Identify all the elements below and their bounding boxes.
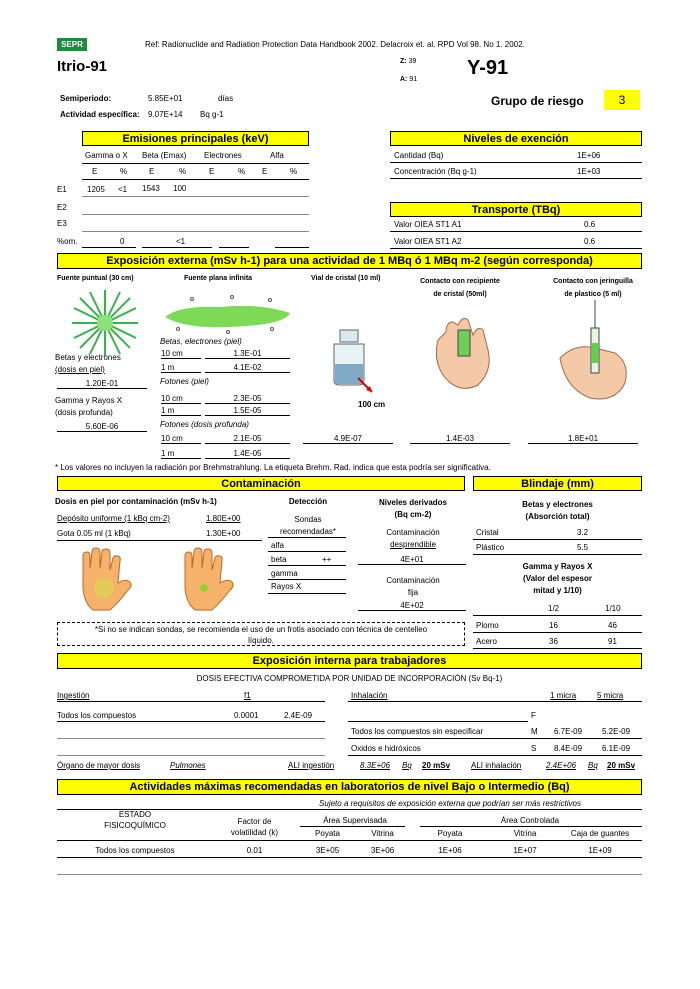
fija-label: Contaminación fija: [386, 576, 440, 597]
interna-title: Exposición interna para trabajadores: [57, 653, 642, 669]
exencion-label: Cantidad (Bq): [394, 151, 444, 160]
emisiones-row-label: E2: [57, 203, 67, 212]
ali-ingestion-dose: 20 mSv: [422, 761, 451, 770]
halflife-value: 5.85E+01: [148, 94, 183, 103]
plane-row-value: 2.1E-05: [205, 434, 290, 444]
plane-fotones-deep-title: Fotones (dosis profunda): [160, 420, 249, 429]
plane-row-value: 1.4E-05: [205, 449, 290, 459]
col-recipiente: Contacto con recipiente de cristal (50ml): [420, 278, 500, 298]
blindaje-value: 3.2: [577, 528, 589, 537]
sub-caja-guantes: Caja de guantes: [570, 829, 630, 838]
z-number: Z: 39: [400, 58, 417, 65]
plane-row-value: 1.5E-05: [205, 406, 290, 416]
f1-label: f1: [244, 691, 251, 700]
exencion-label: Concentración (Bq g-1): [394, 167, 477, 176]
inhalacion-v5: 5.2E-09: [602, 727, 631, 736]
inhalacion-v1: 8.4E-09: [554, 744, 583, 753]
transporte-label: Valor OIEA ST1 A2: [394, 237, 462, 246]
emisiones-title: Emisiones principales (keV): [82, 131, 309, 146]
estado-header: ESTADO FISICOQUÍMICO: [104, 810, 166, 830]
actividades-row-value: 1E+07: [513, 846, 537, 855]
transporte-label: Valor OIEA ST1 A1: [394, 220, 462, 229]
plane-row-value: 4.1E-02: [205, 363, 290, 373]
emisiones-row-label: E3: [57, 219, 67, 228]
sub-vitrina: Vitrina: [371, 829, 394, 838]
inhalacion-v5: 6.1E-09: [602, 744, 631, 753]
sub-vitrina: Vitrina: [513, 829, 537, 838]
blindaje-value: 36: [549, 637, 558, 646]
ali-ingestion-unit: Bq: [402, 761, 412, 770]
blindaje-value: 5.5: [577, 543, 589, 552]
fija-value: 4E+02: [358, 601, 466, 611]
inhalacion-label: Inhalación: [351, 691, 388, 700]
transporte-value: 0.6: [584, 220, 596, 229]
blindaje-title: Blindaje (mm): [473, 476, 642, 491]
inhalacion-row-name: Todos los compuestos sin especificar: [351, 727, 484, 736]
dosis-piel-title: Dosis en piel por contaminación (mSv h-1): [55, 497, 217, 506]
blindaje-col-tenth: 1/10: [605, 604, 621, 613]
emisiones-header-electrones: Electrones: [204, 151, 242, 160]
blindaje-label: Acero: [476, 637, 497, 646]
deposito-label: Depósito uniforme (1 kBq cm-2): [57, 514, 170, 523]
blindaje-value: 46: [608, 621, 617, 630]
factor-header: Factor de volatilidad (k): [230, 817, 279, 837]
transporte-title: Transporte (TBq): [390, 202, 642, 217]
controlada-header: Área Controlada: [500, 816, 560, 825]
desprendible-label: Contaminación desprendible: [386, 528, 440, 549]
inhalacion-v1: 6.7E-09: [554, 727, 583, 736]
organo-label: Órgano de mayor dosis: [57, 761, 141, 770]
blindaje-col-half: 1/2: [548, 604, 560, 613]
plane-row-dist: 1 m: [161, 406, 201, 416]
plane-row-dist: 10 cm: [161, 434, 201, 444]
externa-note: * Los valores no incluyen la radiación por Brehmstrahlung. La etiqueta Brehm. Rad. indica que esta podría ser significativa.: [55, 463, 491, 472]
inhalacion-type: F: [531, 711, 536, 720]
vial-value: 4.9E-07: [303, 434, 393, 444]
emisiones-row-label: %om.: [57, 237, 78, 246]
desprendible-value: 4E+01: [358, 555, 466, 565]
recipiente-value: 1.4E-03: [410, 434, 510, 444]
hand-contamination-icon: [78, 548, 138, 613]
emisiones-header-alfa: Alfa: [270, 151, 284, 160]
blindaje-value: 16: [549, 621, 558, 630]
actividades-row-value: 3E+06: [370, 846, 395, 855]
sonda-row: gamma: [271, 569, 298, 578]
supervisada-header: Área Supervisada: [323, 816, 387, 825]
syringe-hand-icon: [555, 298, 635, 408]
interna-subtitle: DOSIS EFECTIVA COMPROMETIDA POR UNIDAD DE INCORPORACIÓN (Sv Bq-1): [196, 674, 503, 683]
emisiones-cell: <1: [176, 237, 186, 246]
emisiones-header-gamma: Gamma o X: [85, 151, 128, 160]
emisiones-subheader: E % E % E % E %: [92, 167, 298, 176]
ali-inhalacion-dose: 20 mSv: [607, 761, 636, 770]
emisiones-cell: 1205: [87, 185, 105, 194]
nuclide-name: Itrio-91: [57, 58, 108, 75]
actividades-row-value: 3E+05: [315, 846, 340, 855]
externa-title: Exposición externa (mSv h-1) para una actividad de 1 MBq ó 1 MBq m-2 (según corresponda): [57, 253, 642, 269]
gamma-value: 5.60E-06: [57, 422, 147, 432]
actividades-row-k: 0.01: [246, 846, 263, 855]
hand-container-icon: [428, 300, 498, 400]
activity-label: Actividad específica:: [60, 110, 140, 119]
plane-row-dist: 10 cm: [161, 394, 201, 404]
ingestion-row-name: Todos los compuestos: [57, 711, 137, 720]
ali-ingestion-value: 8.3E+06: [360, 761, 391, 770]
emisiones-row-label: E1: [57, 185, 67, 194]
plane-row-value: 2.3E-05: [205, 394, 290, 404]
activity-value: 9.07E+14: [148, 110, 183, 119]
ingestion-row-value: 2.4E-09: [284, 711, 313, 720]
exencion-value: 1E+03: [577, 167, 601, 176]
ingestion-row-f1: 0.0001: [234, 711, 259, 720]
plane-row-dist: 1 m: [161, 363, 201, 373]
transporte-value: 0.6: [584, 237, 596, 246]
ali-inhalacion-label: ALI inhalación: [471, 761, 522, 770]
reference-text: Ref: Radionuclide and Radiation Protection Data Handbook 2002. Delacroix et. al. RPD Vol 98. No 1. 2002.: [145, 40, 525, 49]
organo-value: Pulmones: [170, 761, 206, 770]
ali-inhalacion-unit: Bq: [588, 761, 598, 770]
vial-distance: 100 cm: [358, 400, 386, 409]
derivados-title: Niveles derivados (Bq cm-2): [378, 498, 448, 519]
plane-source-icon: [160, 295, 295, 335]
plane-row-dist: 1 m: [161, 449, 201, 459]
actividades-row-name: Todos los compuestos: [95, 846, 175, 855]
actividades-row-value: 1E+06: [438, 846, 462, 855]
halflife-unit: días: [218, 94, 234, 103]
blindaje-value: 91: [608, 637, 617, 646]
exencion-value: 1E+06: [577, 151, 601, 160]
actividades-title: Actividades máximas recomendadas en laboratorios de nivel Bajo o Intermedio (Bq): [57, 779, 642, 795]
blindaje-label: Plomo: [476, 621, 499, 630]
gota-label: Gota 0.05 ml (1 kBq): [57, 529, 131, 538]
blindaje-gamma-title: Gamma y Rayos X (Valor del espesor mitad y 1/10): [522, 562, 593, 595]
vial-icon: [328, 330, 378, 395]
sonda-row: beta ++: [271, 555, 332, 564]
emisiones-cell: 100: [173, 184, 187, 193]
micra1-label: 1 micra: [550, 691, 577, 700]
deposito-value: 1.80E+00: [206, 514, 241, 523]
blindaje-betas-title: Betas y electrones (Absorción total): [522, 500, 593, 521]
hand-drop-icon: [180, 548, 240, 613]
col-fuente-puntual: Fuente puntual (30 cm): [57, 275, 134, 282]
col-jeringuilla: Contacto con jeringuilla de plastico (5 ml): [553, 278, 633, 298]
exencion-title: Niveles de exención: [390, 131, 642, 146]
plane-row-value: 1.3E-01: [205, 349, 290, 359]
inhalacion-row-name: Oxidos e hidróxicos: [351, 744, 421, 753]
ali-inhalacion-value: 2.4E+06: [546, 761, 577, 770]
emisiones-cell: 0: [120, 237, 125, 246]
emisiones-cell: 1543: [142, 184, 160, 193]
risk-group-value: 3: [604, 90, 640, 110]
risk-group-label: Grupo de riesgo: [491, 94, 584, 108]
ali-ingestion-label: ALI ingestión: [288, 761, 335, 770]
sepr-logo: SEPR: [57, 38, 87, 51]
sonda-row: Rayos X: [271, 582, 302, 591]
actividades-subtitle: Sujeto a requisitos de exposición externa que podrían ser más restrictivos: [319, 799, 581, 808]
contaminacion-title: Contaminación: [57, 476, 465, 491]
plane-fotones-title: Fotones (piel): [160, 377, 209, 386]
gamma-label: Gamma y Rayos X (dosis profunda): [55, 396, 123, 417]
sub-poyata: Poyata: [315, 829, 340, 838]
sub-poyata: Poyata: [437, 829, 463, 838]
deteccion-title: Detección: [288, 497, 328, 506]
jeringuilla-value: 1.8E+01: [528, 434, 638, 444]
micra5-label: 5 micra: [597, 691, 624, 700]
gota-value: 1.30E+00: [206, 529, 241, 538]
ingestion-label: Ingestión: [57, 691, 90, 700]
a-number: A: 91: [400, 76, 418, 83]
blindaje-label: Cristal: [476, 528, 499, 537]
actividades-row-value: 1E+09: [588, 846, 612, 855]
inhalacion-type: S: [531, 744, 537, 753]
betas-label: Betas y electrones (dosis en piel): [55, 353, 121, 374]
blindaje-label: Plástico: [476, 543, 505, 552]
sondas-label: Sondas recomendadas*: [279, 515, 337, 536]
col-fuente-plana: Fuente plana infinita: [184, 275, 253, 282]
sondas-note: *Si no se indican sondas, se recomienda el uso de un frotis asociado con técnica de centelleo líquido.: [57, 622, 465, 646]
plane-betas-title: Betas, electrones (piel): [160, 337, 242, 346]
emisiones-cell: <1: [118, 185, 128, 194]
sonda-row: alfa: [271, 541, 284, 550]
point-source-icon: [70, 288, 140, 358]
col-vial: Vial de cristal (10 ml): [311, 275, 381, 282]
plane-row-dist: 10 cm: [161, 349, 201, 359]
activity-unit: Bq g-1: [200, 110, 224, 119]
nuclide-symbol: Y-91: [467, 57, 509, 79]
betas-value: 1.20E-01: [57, 379, 147, 389]
emisiones-header-beta: Beta (Emax): [142, 151, 187, 160]
halflife-label: Semiperiodo:: [60, 94, 112, 103]
inhalacion-type: M: [531, 727, 538, 736]
